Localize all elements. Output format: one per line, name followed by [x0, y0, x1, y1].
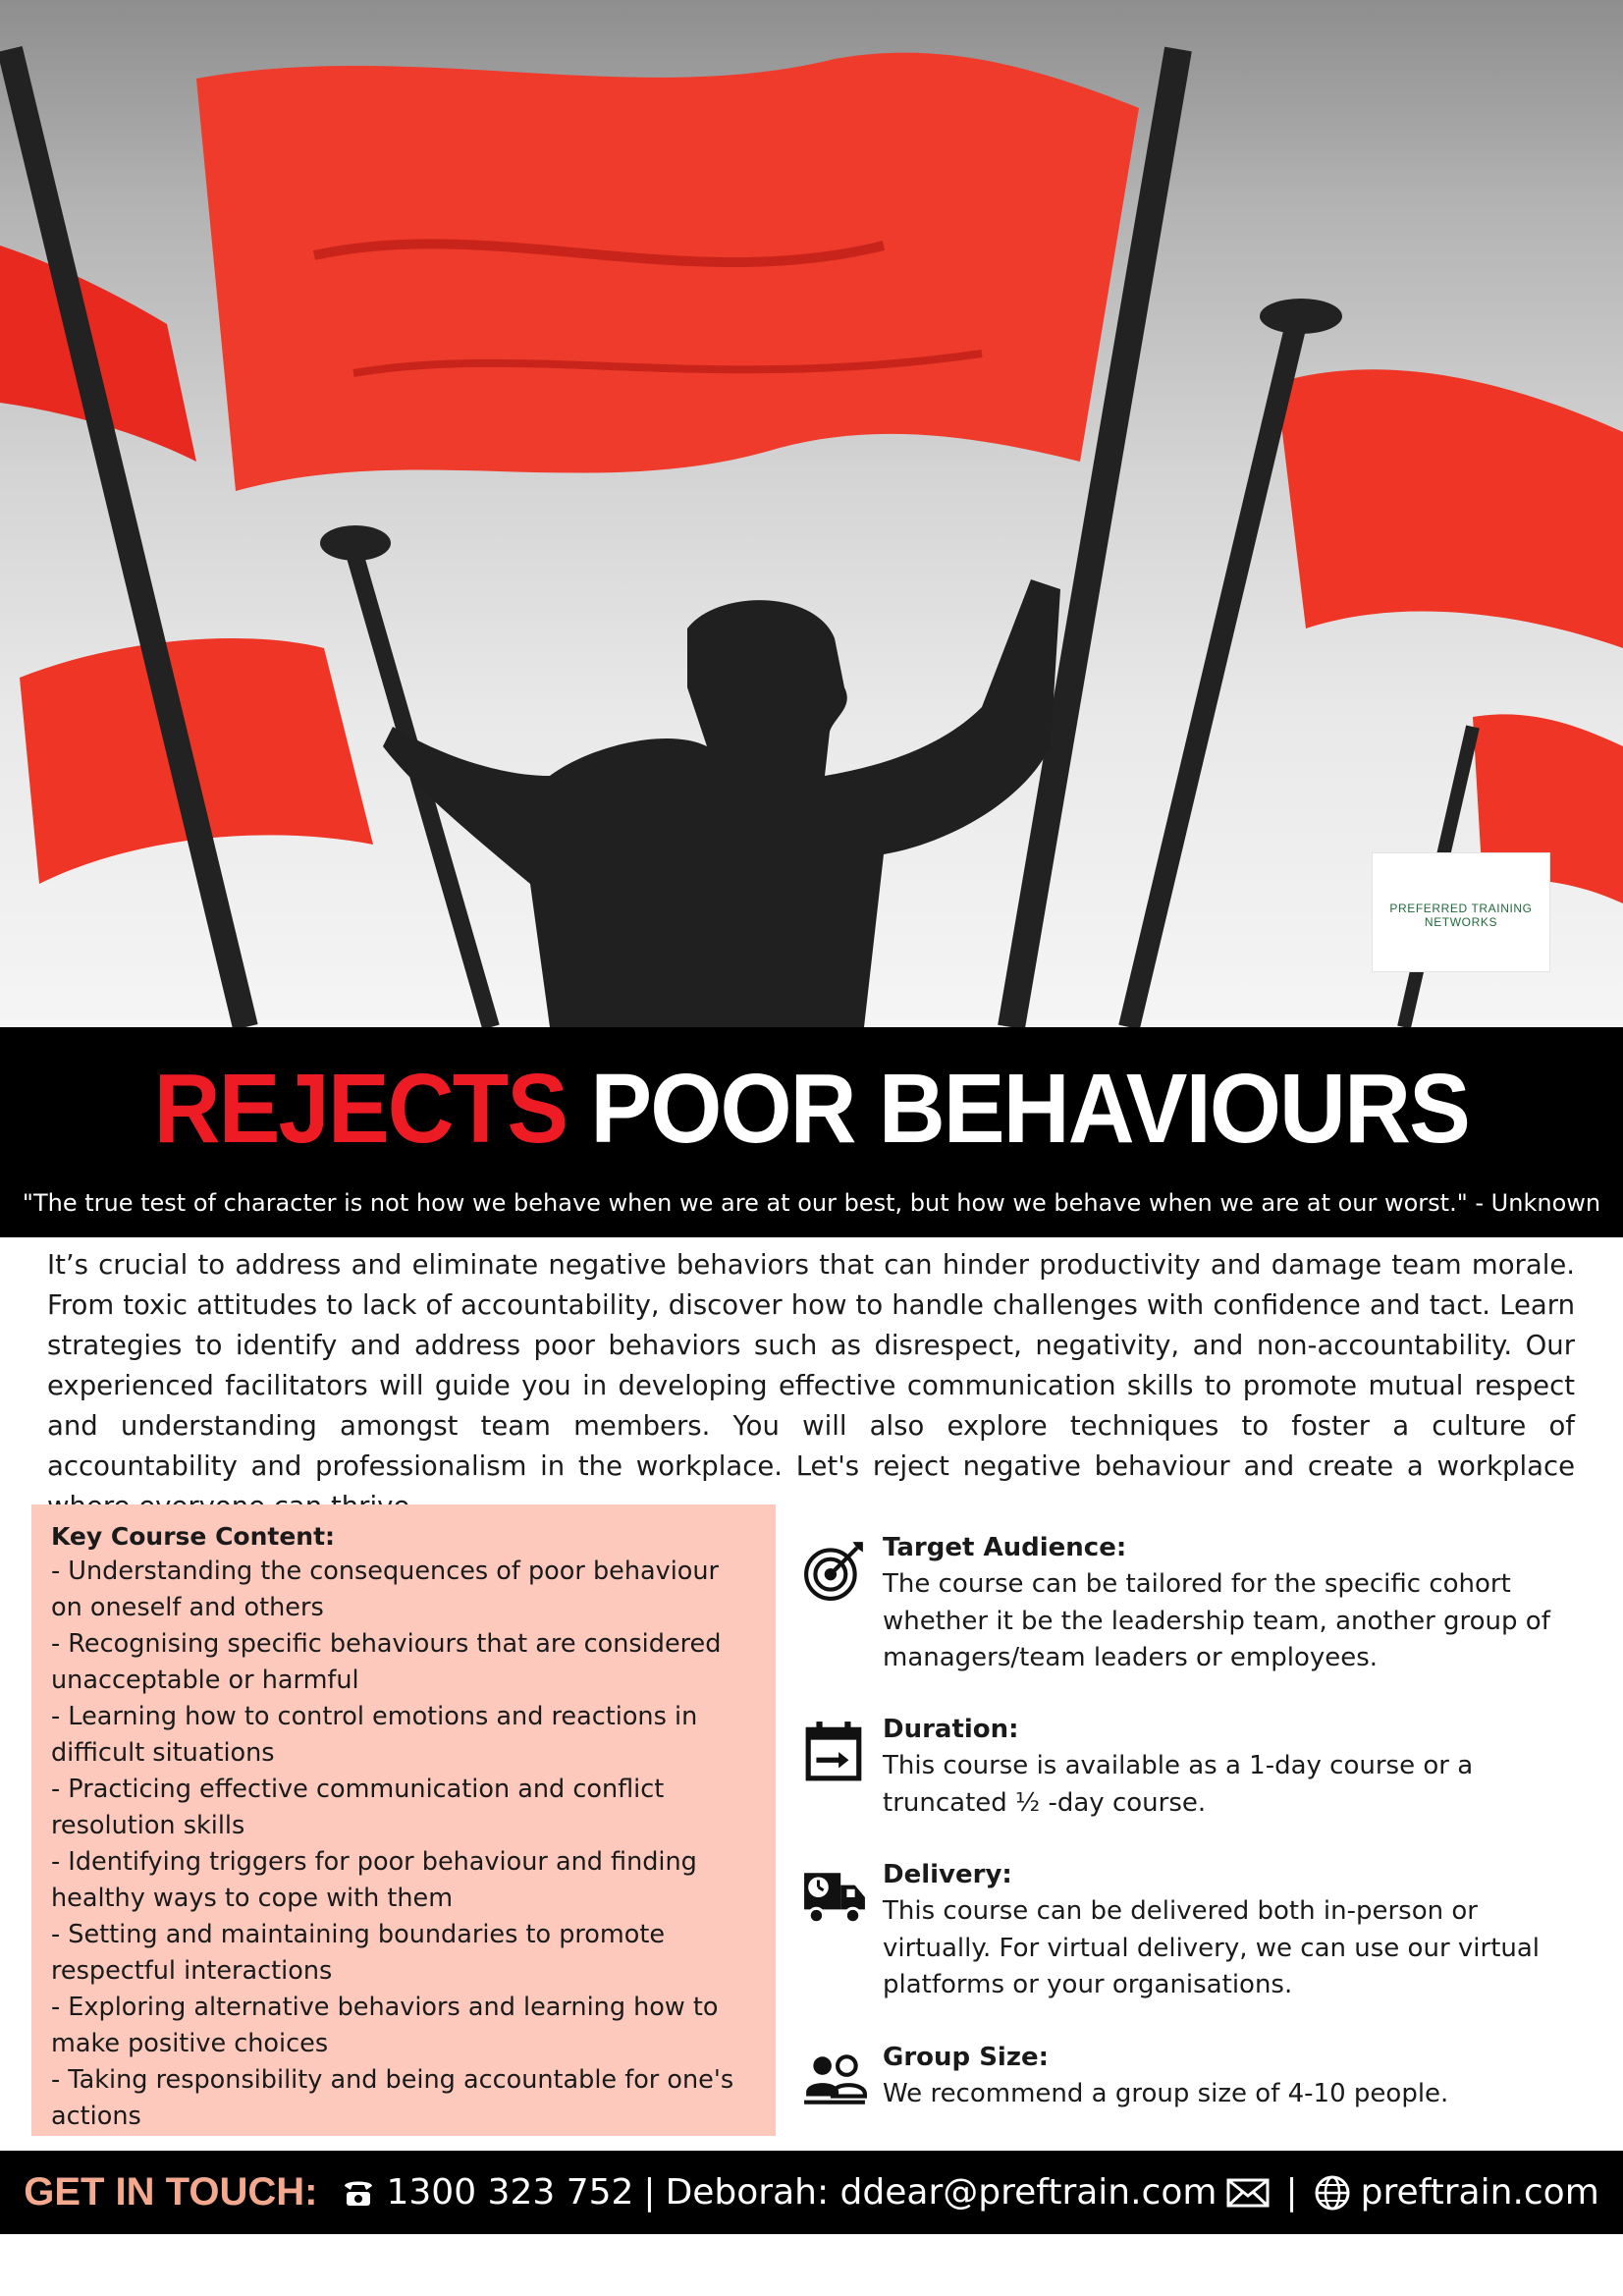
hero-image [0, 0, 1623, 1027]
website-link[interactable]: preftrain.com [1360, 2172, 1599, 2213]
target-audience-title: Target Audience: [883, 1533, 1127, 1562]
email-icon [1226, 2177, 1270, 2209]
separator: | [643, 2172, 656, 2213]
phone-icon [341, 2176, 376, 2210]
key-content-heading: Key Course Content: [51, 1522, 336, 1551]
list-item: - Exploring alternative behaviors and learning how to make positive choices [51, 1993, 719, 2058]
target-audience-text: The course can be tailored for the specific cohort whether it be the leadership team, another group of managers/team leaders or employees. [883, 1569, 1550, 1672]
logo [1372, 852, 1550, 972]
get-in-touch-label: GET IN TOUCH: [24, 2170, 318, 2214]
list-item: - Setting and maintaining boundaries to promote respectful interactions [51, 1920, 666, 1986]
logo-text: PREFERRED TRAINING NETWORKS [1389, 902, 1533, 929]
list-item: - Identifying triggers for poor behaviour and finding healthy ways to cope with them [51, 1847, 697, 1913]
list-item: - Recognising specific behaviours that are considered unacceptable or harmful [51, 1629, 722, 1695]
globe-icon [1314, 2174, 1351, 2212]
list-item: - Taking responsibility and being accountable for one's actions [51, 2065, 734, 2131]
list-item: - Understanding the consequences of poor behaviour on oneself and others [51, 1557, 720, 1622]
logo-arrows-icon [1373, 853, 1623, 1027]
calendar-icon [802, 1720, 867, 1784]
duration-title: Duration: [883, 1715, 1019, 1744]
duration-text: This course is available as a 1-day course or a truncated ½ -day course. [883, 1751, 1474, 1818]
title-highlight: REJECTS [153, 1054, 568, 1164]
key-content-box [31, 1504, 776, 2136]
title-banner [0, 1027, 1623, 1237]
delivery-truck-icon [802, 1865, 867, 1930]
intro-paragraph: It’s crucial to address and eliminate negative behaviors that can hinder productivity and damage team morale. From toxic attitudes to lack of accountability, discover how to handle challenges with confidence and tact. Learn strategies to identify and address poor behaviors such as disrespect, negativity, and non-accountability. Our experienced facilitators will guide you in developing effective communication skills to promote mutual respect and understanding amongst team members. You will also explore techniques to foster a culture of accountability and professionalism in the workplace. Let's reject negative behaviour and create a workplace [47, 1249, 1575, 1482]
delivery-title: Delivery: [883, 1860, 1012, 1889]
quote: "The true test of character is not how we behave when we are at our best, but how we behave when we are at our worst." - Unknown [22, 1189, 1601, 1217]
separator: | [1285, 2172, 1298, 2213]
list-item: - Practicing effective communication and conflict resolution skills [51, 1775, 665, 1840]
group-size-text: We recommend a group size of 4-10 people. [883, 2079, 1449, 2108]
delivery-text: This course can be delivered both in-person or virtually. For virtual delivery, we can use our virtual platforms or your organisations. [883, 1896, 1541, 1999]
title-rest: POOR BEHAVIOURS [590, 1054, 1470, 1164]
group-people-icon [802, 2048, 867, 2112]
list-item: - Learning how to control emotions and reactions in difficult situations [51, 1702, 698, 1768]
contact-footer [0, 2151, 1623, 2234]
phone-number[interactable]: 1300 323 752 [386, 2172, 634, 2213]
key-content-list [51, 1554, 756, 2135]
group-size-title: Group Size: [883, 2043, 1049, 2072]
page-title [154, 1051, 1469, 1167]
target-icon [802, 1538, 867, 1603]
contact-email[interactable]: Deborah: ddear@preftrain.com [665, 2172, 1217, 2213]
